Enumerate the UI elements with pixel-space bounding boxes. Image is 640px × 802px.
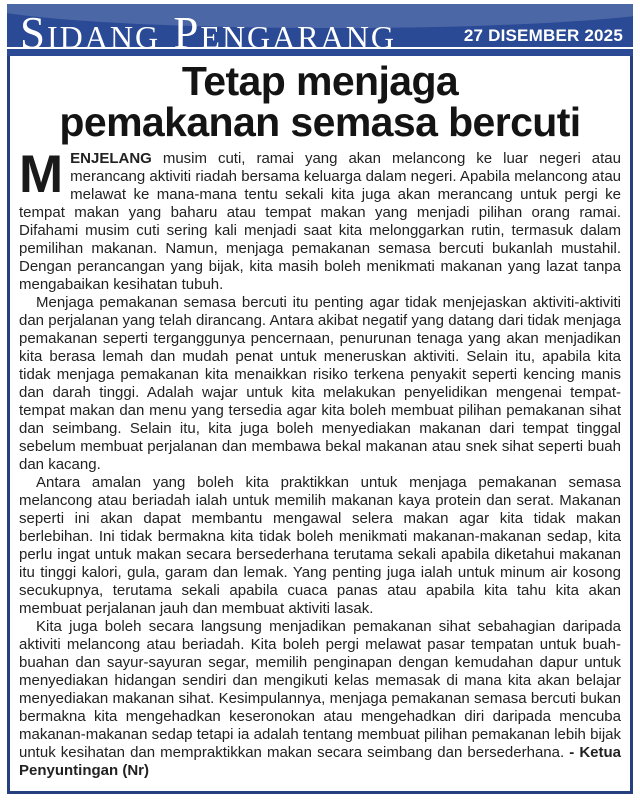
- issue-date: 27 DISEMBER 2025: [463, 26, 623, 45]
- drop-cap: M: [19, 145, 64, 204]
- article-body: [10, 145, 630, 780]
- paragraph-closing: [19, 618, 621, 780]
- paragraph-text: Kita juga boleh secara langsung menjadikan pemakanan sihat sebahagian daripada aktiviti melancong atau beriadah. Kita boleh pergi melawat pasar tempatan untuk buah-buahan dan sayur-sayuran segar, memilih penginapan dengan kemudahan dapur untuk menyediakan hidangan sendiri dan mengikuti kelas memasak di mana kita akan belajar menyediakan makanan sihat. Kesimpulannya, menjaga pemakanan semasa bercuti bukan bermakna kita mengehadkan keseronokan atau mengehadkan diri daripada mencuba makanan-makanan sedap tetapi ia adalah tentang membuat pilihan pemakanan lebih bijak untuk kesihatan dan mempraktikkan makan secara seimbang dan bersederhana.: [19, 618, 621, 761]
- paragraph: Antara amalan yang boleh kita praktikkan untuk menjaga pemakanan semasa melancong atau beriadah ialah untuk memilih makanan kaya protein dan serat. Makanan seperti ini akan dapat membantu mengawal selera makan agar kita tidak makan berlebihan. Ini tidak bermakna kita tidak boleh menikmati makanan-makanan sedap, kita perlu ingat untuk makan secara bersederhana terutama sekali apabila diketahui makanan itu tinggi kalori, gula, garam dan lemak. Yang penting juga ialah untuk minum air kosong secukupnya, terutama sekali apabila cuaca panas atau apabila kita tahu kita akan membuat perjalanan jauh dan membuat aktiviti lasak.: [19, 474, 621, 617]
- section-title: Sidang Pengarang: [20, 8, 396, 56]
- article-frame: [7, 4, 633, 794]
- lead-word: ENJELANG: [70, 150, 152, 167]
- headline-line-2: pemakanan semasa bercuti: [59, 99, 581, 145]
- author-signature: - Ketua Penyuntingan (Nr): [19, 744, 622, 779]
- paragraph-lead: [19, 145, 621, 294]
- article-headline: [14, 58, 626, 145]
- masthead-banner: [7, 4, 633, 56]
- paragraph-text: musim cuti, ramai yang akan melancong ke luar negeri atau merancang aktiviti riadah bersama keluarga dalam negeri. Apabila melancong atau melawat ke mana-mana tentu sekali kita juga akan merancang untuk pergi ke tempat makan yang baharu atau tempat makan yang menjadi pilihan orang ramai. Difahami musim cuti sering kali menjadi saat kita melonggarkan rutin, termasuk dalam pemilihan makanan. Namun, menjaga pemakanan semasa bercuti bukanlah mustahil. Dengan perancangan yang bijak, kita masih boleh menikmati makanan yang lazat tanpa mengabaikan kesihatan tubuh.: [19, 150, 621, 293]
- paragraph: Menjaga pemakanan semasa bercuti itu penting agar tidak menjejaskan aktiviti-aktiviti dan perjalanan yang telah dirancang. Antara akibat negatif yang datang dari tidak menjaga pemakanan seperti terganggunya pencernaan, penurunan tenaga yang akan menjadikan kita berasa lemah dan mudah penat untuk meneruskan aktiviti. Selain itu, apabila kita tidak menjaga pemakanan kita menaikkan risiko terkena penyakit seperti kencing manis dan darah tinggi. Adalah wajar untuk kita melakukan penyelidikan mengenai tempat-tempat makan dan menu yang tersedia agar kita boleh membuat pilihan pemakanan sihat dan seimbang. Selain itu, kita juga boleh menyediakan makanan dari tempat tinggal sebelum membuat perjalanan dan membawa bekal makanan atau snek sihat seperti buah dan kacang.: [19, 294, 621, 473]
- headline-line-1: Tetap menjaga: [181, 58, 459, 104]
